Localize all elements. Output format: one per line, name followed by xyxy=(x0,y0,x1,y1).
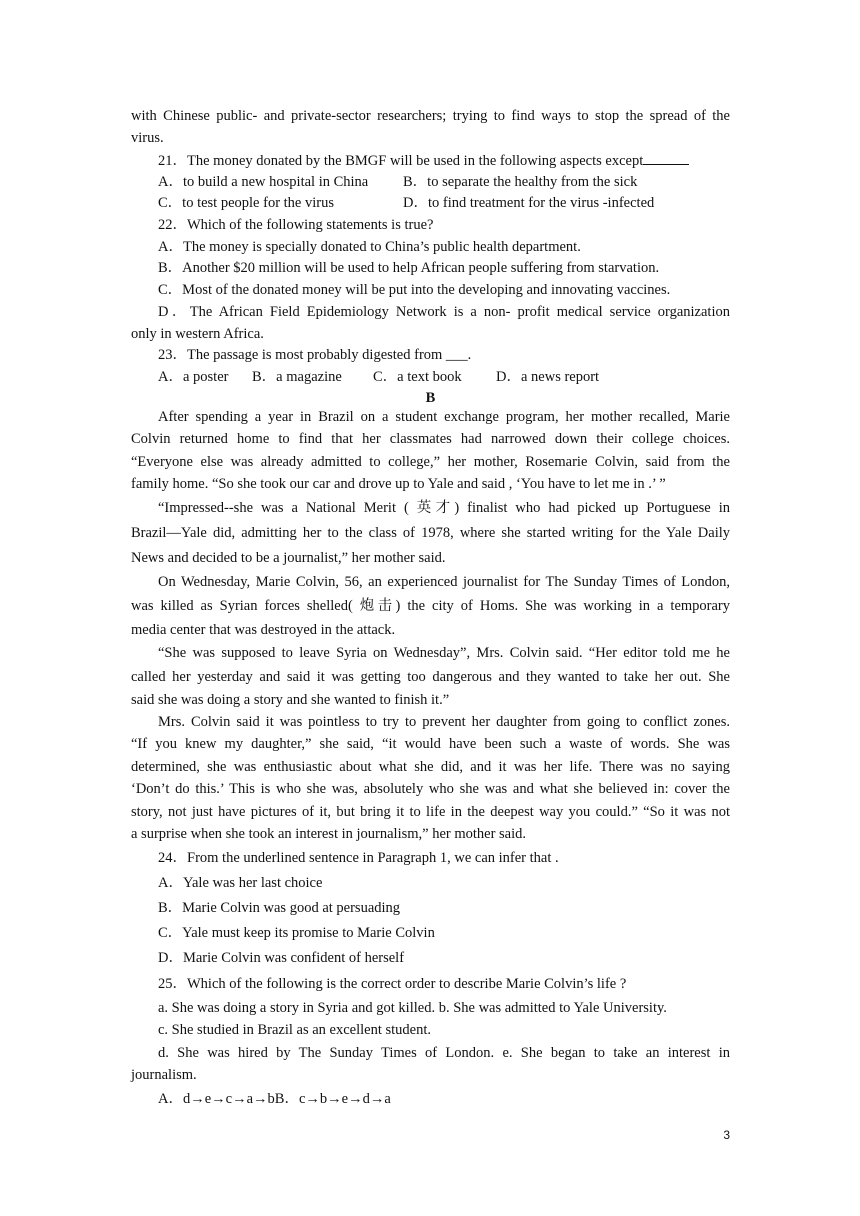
q21-option-b: B．to separate the healthy from the sick xyxy=(403,174,638,190)
q24-option-a: A．Yale was her last choice xyxy=(158,875,323,891)
passage-line: a surprise when she took an interest in journalism,” her mother said. xyxy=(131,826,527,842)
q22-option-d-cont: only in western Africa. xyxy=(131,326,264,342)
question-22-stem: 22．Which of the following statements is true? xyxy=(158,217,434,233)
passage-line: “She was supposed to leave Syria on Wednesday”, Mrs. Colvin said. “Her editor told me he xyxy=(158,645,730,661)
q25-options: A．d→e→c→a→bB．c→b→e→d→a xyxy=(158,1091,391,1107)
page-number: 3 xyxy=(723,1128,730,1142)
passage-line: Mrs. Colvin said it was pointless to try to prevent her daughter from going to conflict zones. xyxy=(158,714,730,730)
passage-line: family home. “So she took our car and drove up to Yale and said , ‘You have to let me in .’ ” xyxy=(131,476,666,492)
q22-option-b: B．Another $20 million will be used to help African people suffering from starvation. xyxy=(158,260,660,276)
q25-statement: d. She was hired by The Sunday Times of London. e. She began to take an interest in xyxy=(158,1045,730,1061)
q21-option-a: A．to build a new hospital in China xyxy=(158,174,369,190)
question-23-stem: 23．The passage is most probably digested from ___. xyxy=(158,347,472,363)
q22-option-c: C．Most of the donated money will be put into the developing and innovating vaccines. xyxy=(158,282,671,298)
q23-option-d: D．a news report xyxy=(496,369,600,385)
q23-option-b: B．a magazine xyxy=(252,369,342,385)
section-heading: B xyxy=(425,390,436,406)
passage-line: On Wednesday, Marie Colvin, 56, an experienced journalist for The Sunday Times of London, xyxy=(158,574,730,590)
question-21-stem: 21．The money donated by the BMGF will be used in the following aspects except xyxy=(158,150,689,171)
answer-blank xyxy=(643,150,689,165)
passage-line: Brazil—Yale did, admitting her to the class of 1978, where she started writing for the Yale Daily xyxy=(131,525,730,541)
passage-line: media center that was destroyed in the attack. xyxy=(131,622,396,638)
q21-option-c: C．to test people for the virus xyxy=(158,195,334,211)
passage-line: determined, she was enthusiastic about what she did, and it was her life. There was no saying xyxy=(131,759,730,775)
q25-statement: a. She was doing a story in Syria and got killed. b. She was admitted to Yale University. xyxy=(158,1000,667,1016)
intro-line: virus. xyxy=(131,130,164,146)
question-24-stem: 24．From the underlined sentence in Paragraph 1, we can infer that . xyxy=(158,850,559,866)
q24-option-c: C．Yale must keep its promise to Marie Colvin xyxy=(158,925,435,941)
q23-option-c: C．a text book xyxy=(373,369,462,385)
passage-line: called her yesterday and said it was getting too dangerous and they wanted to take her out. She xyxy=(131,669,730,685)
q22-option-a: A．The money is specially donated to China’s public health department. xyxy=(158,239,581,255)
q22-option-d: D．The African Field Epidemiology Network is a non- profit medical service organization xyxy=(158,304,730,320)
passage-line: Colvin returned home to find that her classmates had narrowed down their college choices. xyxy=(131,431,730,447)
q21-option-d: D．to find treatment for the virus -infected xyxy=(403,195,655,211)
passage-line: “Everyone else was already admitted to college,” her mother, Rosemarie Colvin, said from the xyxy=(131,454,730,470)
passage-line: After spending a year in Brazil on a student exchange program, her mother recalled, Marie xyxy=(158,409,730,425)
intro-line: with Chinese public- and private-sector researchers; trying to find ways to stop the spread of the xyxy=(131,108,730,124)
question-25-stem: 25．Which of the following is the correct order to describe Marie Colvin’s life ? xyxy=(158,976,627,992)
passage-line: said she was doing a story and she wanted to finish it.” xyxy=(131,692,450,708)
passage-line: ‘Don’t do this.’ This is who she was, absolutely who she was and what she believed in: cover the xyxy=(131,781,730,797)
passage-line: “If you knew my daughter,” she said, “it would have been such a waste of words. She was xyxy=(131,736,730,752)
q23-option-a: A．a poster xyxy=(158,369,229,385)
passage-line: story, not just have pictures of it, but bring it to life in the deepest way you could.” “So it was not xyxy=(131,804,730,820)
q25-statement-cont: journalism. xyxy=(131,1067,197,1083)
q24-option-b: B．Marie Colvin was good at persuading xyxy=(158,900,401,916)
passage-line: was killed as Syrian forces shelled( 炮击) the city of Homs. She was working in a temporary xyxy=(131,598,730,614)
q24-option-d: D．Marie Colvin was confident of herself xyxy=(158,950,405,966)
passage-line: News and decided to be a journalist,” her mother said. xyxy=(131,550,446,566)
q25-statement: c. She studied in Brazil as an excellent student. xyxy=(158,1022,432,1038)
passage-line: “Impressed--she was a National Merit ( 英才) finalist who had picked up Portuguese in xyxy=(158,500,730,516)
